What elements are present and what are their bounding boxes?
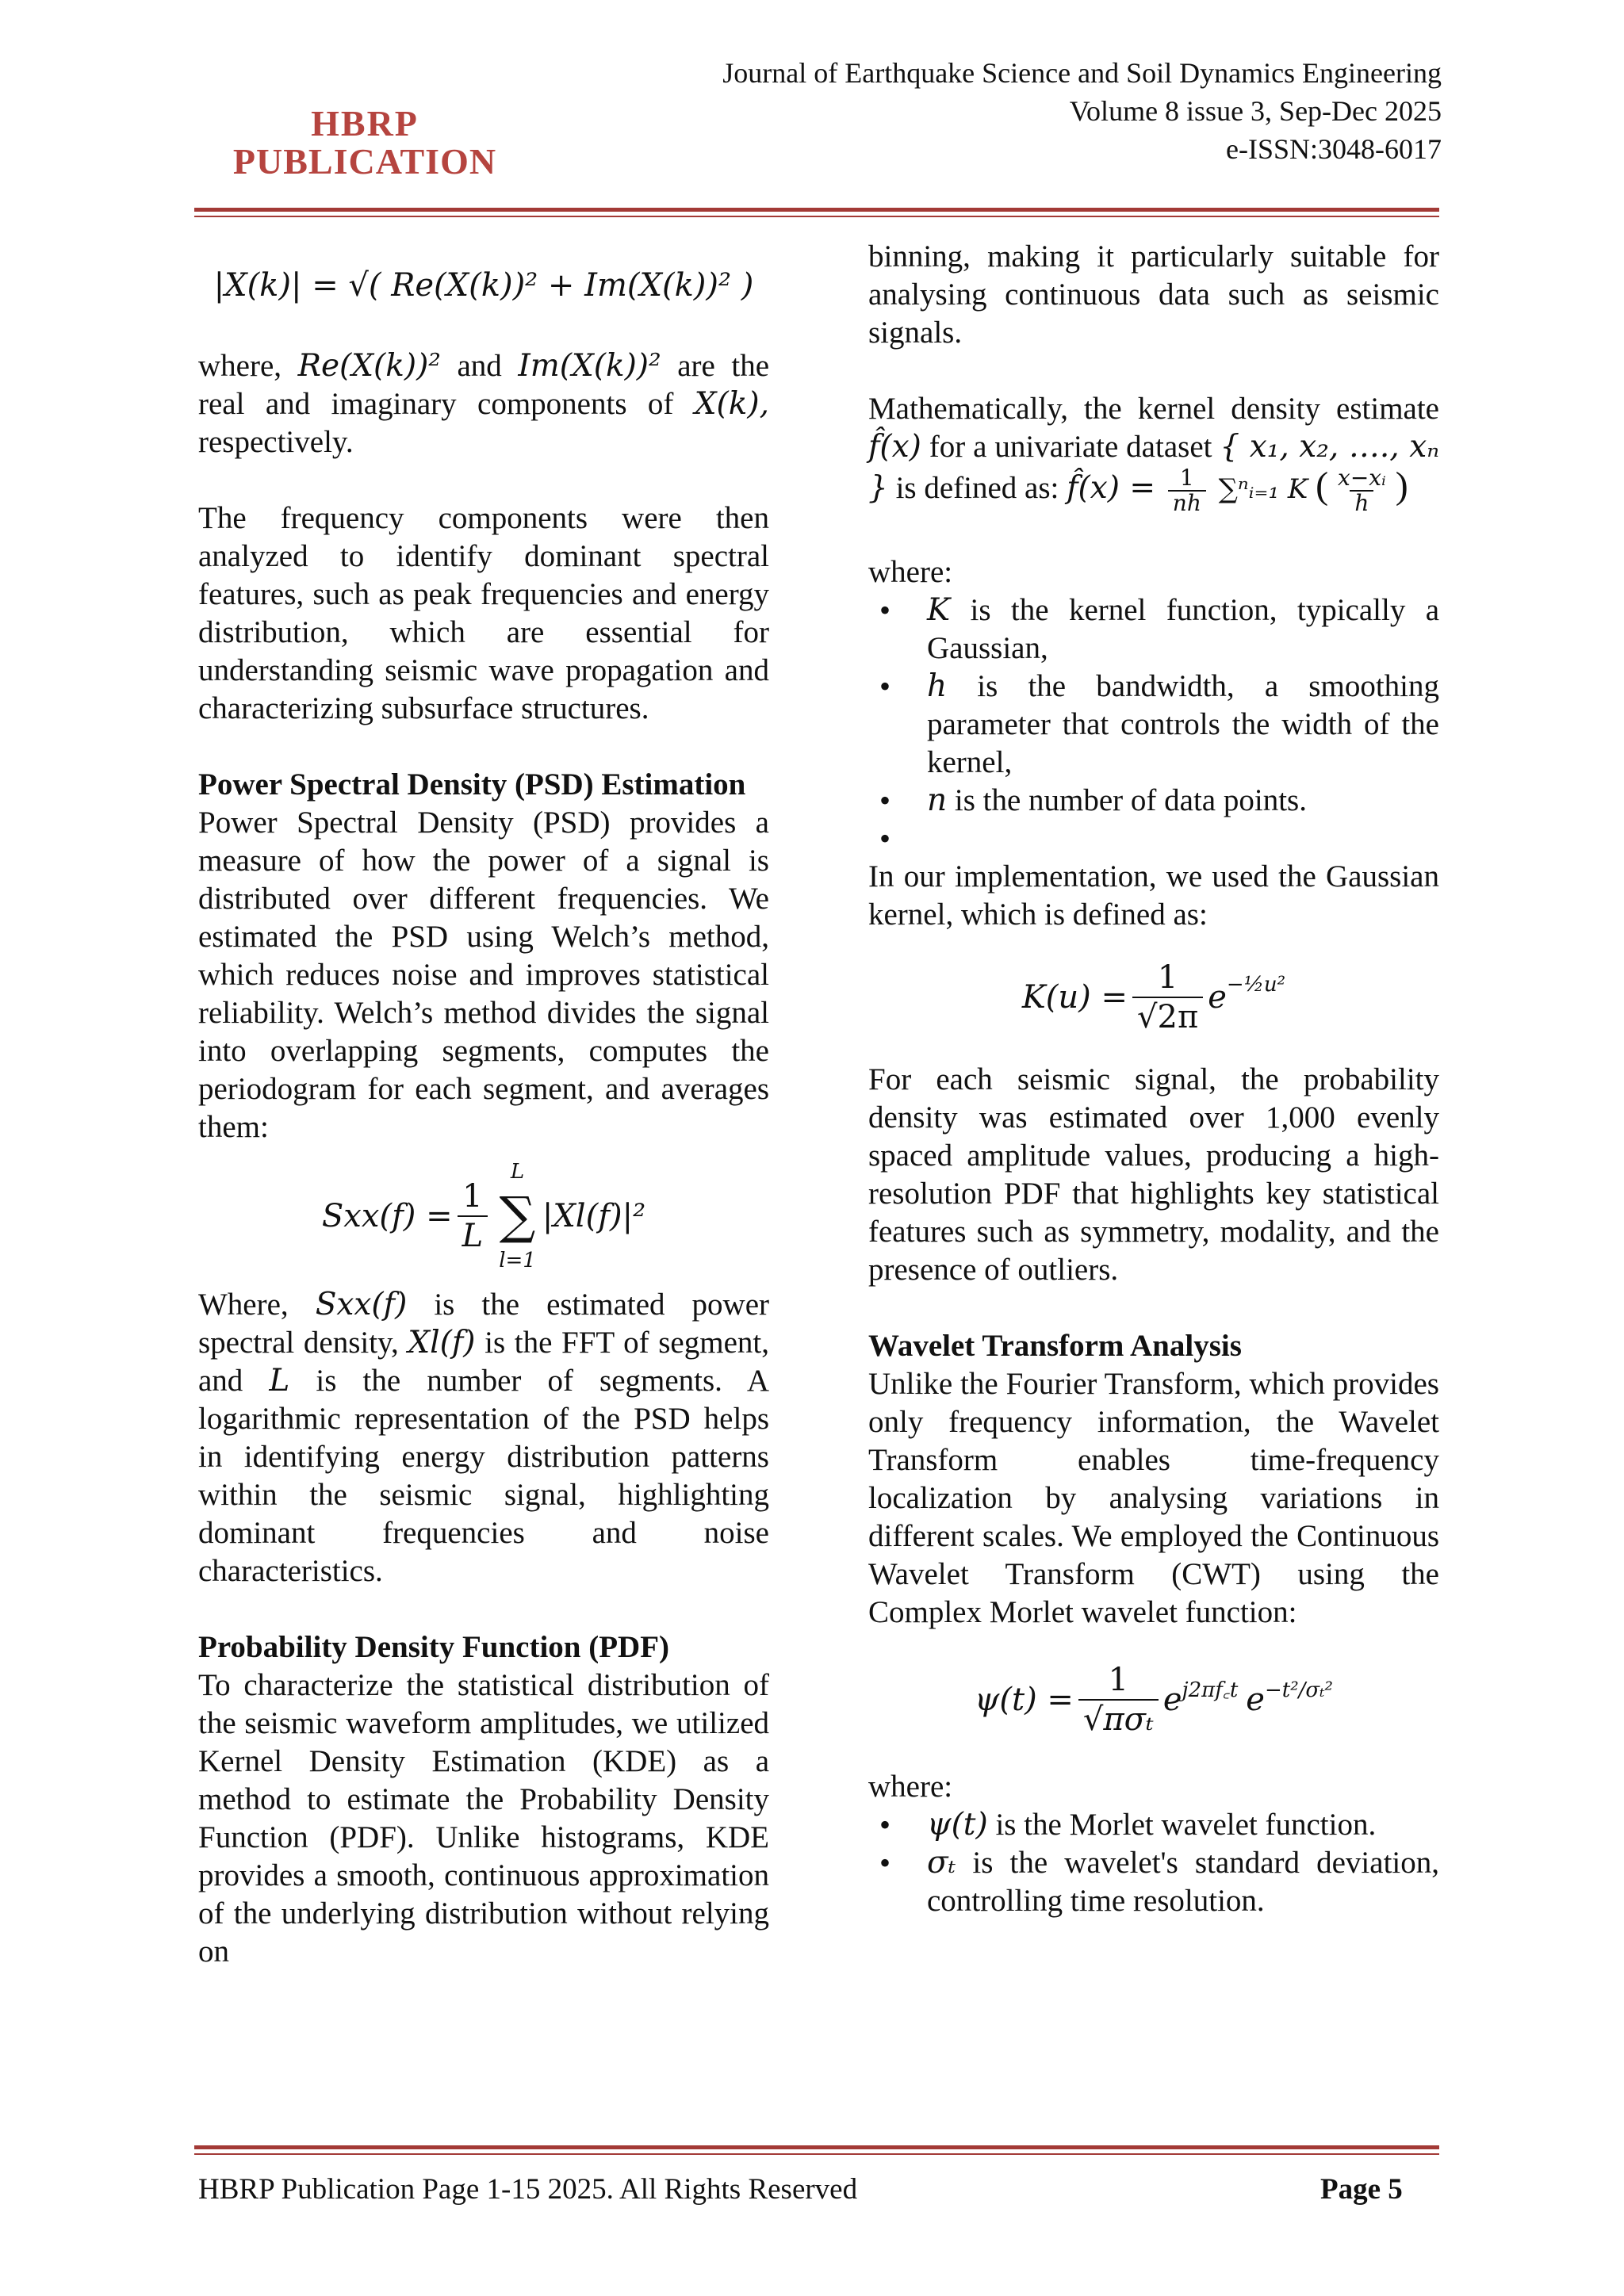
publisher-logo <box>222 105 508 182</box>
sum-lower-limit: l=1 <box>499 1249 536 1272</box>
bullet-symbol: ψ(t) <box>927 1807 988 1843</box>
paragraph-kde-definition: Mathematically, the kernel density estimate f̂(x) for a univariate dataset { x₁, x₂, …., xₙ } is defined as: f̂(x) = $\frac{1}{nh}$ ∑ⁿᵢ₌₁ K ( $\frac{\text{x−xᵢ}}{h}$ ) <box>868 392 1440 516</box>
math-xl: Xl(f) <box>408 1325 476 1360</box>
math-l: L <box>269 1363 290 1399</box>
sum-upper-limit: L <box>510 1160 525 1184</box>
where-end: respectively. <box>198 425 354 459</box>
paragraph-pdf: To characterize the statistical distribution of the seismic waveform amplitudes, we utilized Kernel Density Estimation (KDE) as a method to estimate the Probability Density Function (PDF). Unlike histograms, KDE provides a smooth, continuous approximation of the underlying distribution without relying on <box>198 1668 769 1969</box>
kde-bullet-list <box>868 591 1439 858</box>
paragraph-each-signal: For each seismic signal, the probability density was estimated over 1,000 evenly spaced amplitude values, producing a high-resolution PDF that highlights key statistical features such as symmetry, modality, and the presence of outliers. <box>868 1062 1439 1287</box>
kernel-exp: e <box>1208 979 1227 1016</box>
math-re: Re(X(k))² <box>297 348 441 384</box>
where-label-2: where: <box>868 1770 953 1804</box>
journal-volume: Volume 8 issue 3, Sep-Dec 2025 <box>1069 95 1442 127</box>
paragraph-wavelet: Unlike the Fourier Transform, which provides only frequency information, the Wavelet Transform enables time-frequency localization by analysing variations in different scales. We employed the Continuous Wavelet Transform (CWT) using the Complex Morlet wavelet function: <box>868 1367 1439 1629</box>
heading-wavelet: Wavelet Transform Analysis <box>868 1329 1242 1363</box>
list-item <box>868 591 1439 668</box>
psd-where-4: is the number of segments. A logarithmic representation of the PSD helps in identifying energy distribution patterns within the seismic signal, highlighting dominant frequencies and noise characteristics. <box>198 1364 770 1588</box>
list-item <box>868 782 1439 820</box>
bullet-text: is the kernel function, typically a Gaussian, <box>927 593 1440 665</box>
kernel-lhs: K(u) = <box>1021 979 1128 1016</box>
header-rule-thick <box>194 208 1439 212</box>
def-frac-den: nh <box>1168 490 1206 515</box>
kernel-frac-den: √2π <box>1132 997 1203 1036</box>
where-text: where, <box>198 349 282 383</box>
psd-where-1: Where, <box>198 1288 289 1322</box>
page-number: Page 5 <box>1320 2173 1403 2206</box>
heading-psd: Power Spectral Density (PSD) Estimation <box>198 767 746 802</box>
morlet-exp-1-sup: j2πf꜀t <box>1182 1678 1239 1702</box>
equation-magnitude-text: |X(k)| = √( Re(X(k))² + Im(X(k))² ) <box>213 267 754 304</box>
paragraph-binning: binning, making it particularly suitable for analysing continuous data such as seismic signals. <box>868 239 1439 350</box>
fraction-denominator: L <box>458 1215 488 1255</box>
bullet-symbol: n <box>927 783 948 818</box>
math-dataset: { x₁, x₂, …., xₙ } <box>868 429 1440 506</box>
list-item <box>868 1806 1439 1844</box>
bullet-symbol: σₜ <box>927 1845 956 1881</box>
equation-gaussian-kernel <box>868 934 1439 1061</box>
paragraph-where-re-im <box>198 347 769 461</box>
morlet-frac-num: 1 <box>1108 1662 1129 1698</box>
math-def-fraction <box>1168 466 1206 515</box>
logo-line-1: HBRP <box>311 103 419 144</box>
journal-issn: e-ISSN:3048-6017 <box>1226 133 1442 165</box>
equation-psd-lhs: Sxx(f) = <box>321 1198 453 1234</box>
kernel-fraction <box>1132 959 1203 1036</box>
math-def-sum: ∑ⁿᵢ₌₁ K <box>1218 473 1308 505</box>
paragraph-psd: Power Spectral Density (PSD) provides a measure of how the power of a signal is distributed over different frequencies. We estimated the PSD using Welch’s method, which reduces noise and improves statistical reliability. Welch’s method divides the signal into overlapping segments, computes the periodogram for each segment, and averages them: <box>198 806 769 1144</box>
kernel-exp-sup: −½u² <box>1226 973 1286 997</box>
kde-intro-1: Mathematically, the kernel density estimate <box>868 392 1439 426</box>
heading-pdf: Probability Density Function (PDF) <box>198 1630 670 1664</box>
journal-name: Journal of Earthquake Science and Soil Dynamics Engineering <box>722 57 1442 89</box>
kde-intro-2: for a univariate dataset <box>929 430 1212 464</box>
logo-line-2: PUBLICATION <box>232 141 497 182</box>
inner-frac-num: x−xᵢ <box>1338 465 1386 491</box>
footer-rule-thick <box>194 2145 1439 2149</box>
morlet-fraction <box>1078 1661 1159 1739</box>
and-text: and <box>457 349 502 383</box>
morlet-exp-2-sup: −t²/σₜ² <box>1264 1678 1333 1702</box>
fraction-numerator: 1 <box>462 1178 483 1215</box>
sum-sign: ∑ <box>499 1187 536 1246</box>
morlet-exp-1: e <box>1162 1682 1182 1718</box>
header-rule-thin <box>194 216 1439 217</box>
journal-info <box>722 54 1442 168</box>
bullet-symbol: h <box>927 668 948 704</box>
right-column <box>868 238 1439 1920</box>
equation-psd <box>198 1146 769 1286</box>
bullet-symbol: K <box>927 592 951 628</box>
footer-rule-thin <box>194 2153 1439 2155</box>
kde-intro-3: is defined as: <box>895 470 1059 505</box>
def-frac-num: 1 <box>1179 465 1194 491</box>
summation <box>499 1153 536 1280</box>
equation-morlet <box>868 1632 1439 1768</box>
math-def-inner-fraction <box>1333 466 1391 515</box>
bullet-text: is the number of data points. <box>954 783 1307 817</box>
list-item <box>868 820 1439 858</box>
footer-copyright: HBRP Publication Page 1-15 2025. All Rights Reserved <box>198 2173 858 2206</box>
paragraph-frequency-components: The frequency components were then analyzed to identify dominant spectral features, such as peak frequencies and energy distribution, which are essential for understanding seismic wave propagation and characterizing subsurface structures. <box>198 501 769 725</box>
paragraph-psd-where <box>198 1286 769 1590</box>
morlet-exp-2: e <box>1246 1682 1265 1718</box>
math-def-lhs: f̂(x) = <box>1067 469 1156 506</box>
equation-magnitude <box>198 238 769 333</box>
morlet-lhs: ψ(t) = <box>975 1682 1074 1718</box>
equation-psd-fraction <box>458 1177 488 1255</box>
paragraph-implementation: In our implementation, we used the Gaussian kernel, which is defined as: <box>868 859 1439 932</box>
equation-psd-term: |Xl(f)|² <box>542 1198 646 1234</box>
bullet-text: is the Morlet wavelet function. <box>995 1808 1377 1842</box>
bullet-text: is the wavelet's standard deviation, controlling time resolution. <box>927 1846 1439 1918</box>
where-desc: are the real and imaginary components of <box>198 349 770 421</box>
wavelet-bullet-list <box>868 1806 1439 1920</box>
math-fhat: f̂(x) <box>868 429 921 465</box>
psd-where-3: is the FFT of segment, and <box>198 1326 769 1398</box>
math-sxx: Sxx(f) <box>315 1287 408 1322</box>
inner-frac-den: h <box>1350 490 1373 515</box>
kernel-frac-num: 1 <box>1157 959 1178 996</box>
psd-where-2: is the estimated power spectral density, <box>198 1288 770 1360</box>
bullet-text: is the bandwidth, a smoothing parameter that controls the width of the kernel, <box>927 669 1439 779</box>
list-item <box>868 1844 1439 1920</box>
where-label: where: <box>868 555 953 589</box>
math-im: Im(X(k))² <box>518 348 661 384</box>
left-column <box>198 238 769 1971</box>
math-xk: X(k), <box>694 386 769 422</box>
morlet-frac-den: √πσₜ <box>1078 1699 1159 1739</box>
list-item <box>868 668 1439 782</box>
